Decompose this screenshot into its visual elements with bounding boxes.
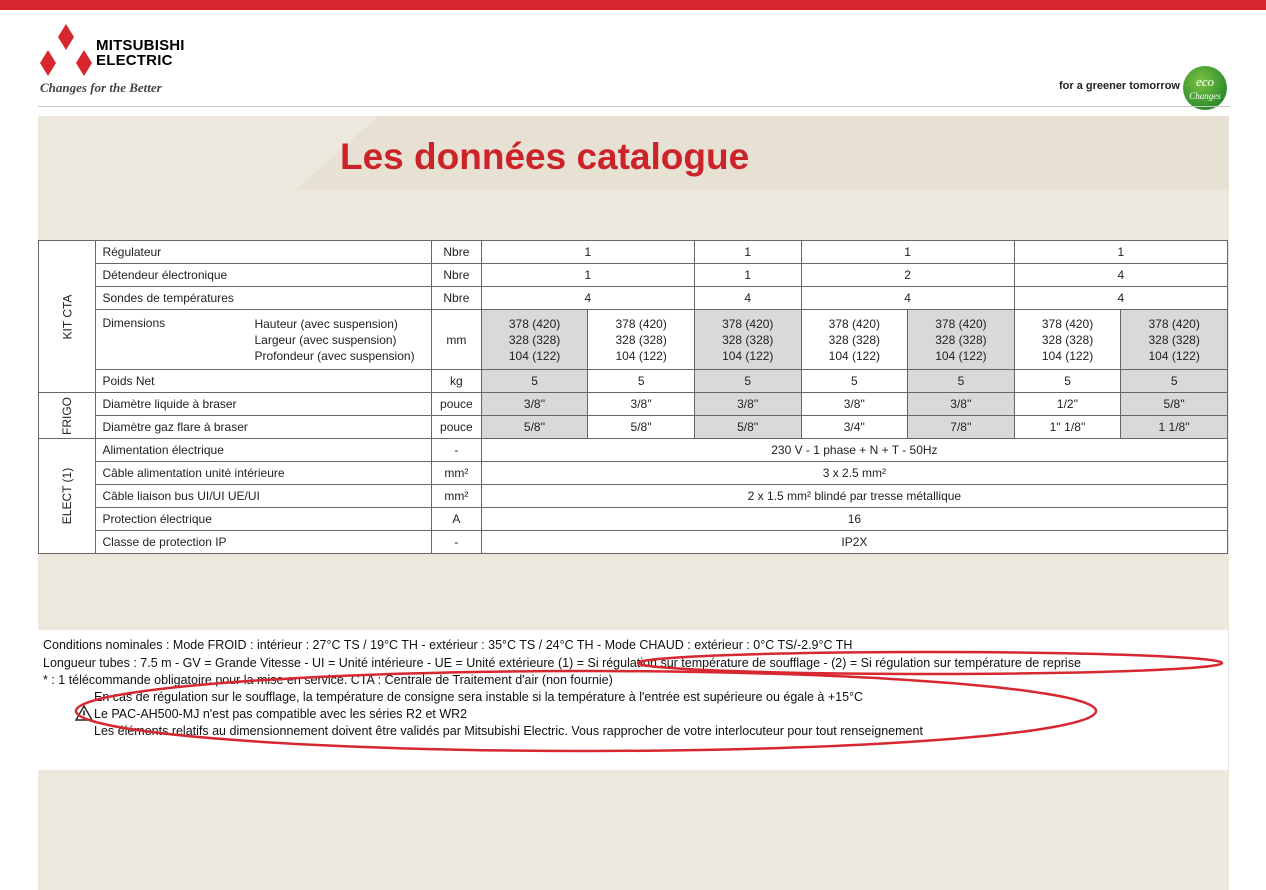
cell-value: 1 bbox=[694, 241, 801, 264]
red-highlight-ovals bbox=[38, 630, 1228, 770]
eco-logo-bottom: Changes bbox=[1189, 91, 1221, 101]
row-unit: Nbre bbox=[431, 287, 481, 310]
top-accent-bar bbox=[0, 0, 1266, 10]
row-label bbox=[96, 310, 432, 370]
cell-value: 4 bbox=[1014, 287, 1227, 310]
cell-value: 2 x 1.5 mm² blindé par tresse métallique bbox=[481, 485, 1227, 508]
row-unit: mm bbox=[431, 310, 481, 370]
note-compatibility: Le PAC-AH500-MJ n'est pas compatible avec les séries R2 et WR2 bbox=[94, 707, 468, 721]
note-soufflage: En cas de régulation sur le soufflage, la température de consigne sera instable si la température à l'entrée est supérieure ou égale à +15°C bbox=[94, 690, 864, 704]
cell-value: 378 (420) 328 (328) 104 (122) bbox=[1014, 310, 1121, 370]
note-conditions: Conditions nominales : Mode FROID : intérieur : 27°C TS / 19°C TH - extérieur : 35°C TS / 24°C TH - Mode CHAUD : extérieur : 0°C TS/-2.9°C TH bbox=[43, 638, 853, 652]
cell-value: 5 bbox=[481, 370, 588, 393]
row-label: Poids Net bbox=[96, 370, 432, 393]
row-label: Détendeur électronique bbox=[96, 264, 432, 287]
eco-logo-top: eco bbox=[1195, 74, 1215, 89]
brand-line-2: ELECTRIC bbox=[96, 52, 173, 69]
cell-value: 3/8'' bbox=[481, 393, 588, 416]
table-row-detendeur bbox=[39, 264, 1228, 287]
note-validation: Les éléments relatifs au dimensionnement doivent être validés par Mitsubishi Electric. Vous rapprocher de votre interlocuteur pour tout renseignement bbox=[94, 724, 923, 738]
dim-sub-hauteur: Hauteur (avec suspension) bbox=[254, 316, 398, 331]
cell-value: 378 (420) 328 (328) 104 (122) bbox=[908, 310, 1015, 370]
table-row-alimentation bbox=[39, 439, 1228, 462]
note-remote: * : 1 télécommande obligatoire pour la mise en service. CTA : Centrale de Traitement d'air (non fournie) bbox=[43, 673, 613, 687]
row-label: Protection électrique bbox=[96, 508, 432, 531]
brand-tagline: Changes for the Better bbox=[40, 80, 162, 95]
table-row-protection bbox=[39, 508, 1228, 531]
dimensions-label: Dimensions bbox=[102, 315, 166, 330]
eco-changes-icon bbox=[1183, 66, 1227, 110]
cell-value: 3/4'' bbox=[801, 416, 908, 439]
cell-value: 378 (420) 328 (328) 104 (122) bbox=[481, 310, 588, 370]
cell-value: 5/8'' bbox=[1121, 393, 1228, 416]
cell-value: 4 bbox=[694, 287, 801, 310]
cell-value: 1'' 1/8'' bbox=[1014, 416, 1121, 439]
cell-value: 16 bbox=[481, 508, 1227, 531]
cell-value: 378 (420) 328 (328) 104 (122) bbox=[588, 310, 695, 370]
row-label: Câble alimentation unité intérieure bbox=[96, 462, 432, 485]
title-tab bbox=[38, 116, 1229, 190]
table-row-sondes bbox=[39, 287, 1228, 310]
cell-value: 3 x 2.5 mm² bbox=[481, 462, 1227, 485]
brand-line-1: MITSUBISHI bbox=[96, 37, 185, 54]
three-diamonds-icon bbox=[38, 24, 94, 76]
cell-value: 378 (420) 328 (328) 104 (122) bbox=[694, 310, 801, 370]
group-elect: ELECT (1) bbox=[39, 439, 96, 554]
specs-table bbox=[38, 240, 1228, 554]
row-label: Sondes de températures bbox=[96, 287, 432, 310]
cell-value: 5 bbox=[1014, 370, 1121, 393]
row-unit: pouce bbox=[431, 416, 481, 439]
row-unit: - bbox=[431, 439, 481, 462]
dim-sub-profondeur: Profondeur (avec suspension) bbox=[254, 348, 415, 363]
row-label: Régulateur bbox=[96, 241, 432, 264]
table-row-liquide bbox=[39, 393, 1228, 416]
cell-value: 4 bbox=[801, 287, 1014, 310]
row-unit: Nbre bbox=[431, 264, 481, 287]
cell-value: 3/8'' bbox=[588, 393, 695, 416]
cell-value: 4 bbox=[481, 287, 694, 310]
cell-value: 5 bbox=[694, 370, 801, 393]
cell-value: 1 bbox=[801, 241, 1014, 264]
row-unit: kg bbox=[431, 370, 481, 393]
footnotes bbox=[38, 630, 1228, 770]
cell-value: 230 V - 1 phase + N + T - 50Hz bbox=[481, 439, 1227, 462]
cell-value: 7/8'' bbox=[908, 416, 1015, 439]
table-row-poids bbox=[39, 370, 1228, 393]
cell-value: 2 bbox=[801, 264, 1014, 287]
page-title: Les données catalogue bbox=[340, 136, 750, 177]
row-label: Diamètre liquide à braser bbox=[96, 393, 432, 416]
row-label: Alimentation électrique bbox=[96, 439, 432, 462]
cell-value: 1 bbox=[481, 264, 694, 287]
cell-value: 5/8'' bbox=[588, 416, 695, 439]
cell-value: 5/8'' bbox=[481, 416, 588, 439]
greener-slogan: for a greener tomorrow bbox=[1058, 80, 1180, 92]
cell-value: 5 bbox=[588, 370, 695, 393]
cell-value: 1/2'' bbox=[1014, 393, 1121, 416]
table-row-cable-alim bbox=[39, 462, 1228, 485]
cell-value: 1 bbox=[481, 241, 694, 264]
group-frigo: FRIGO bbox=[39, 393, 96, 439]
cell-value: IP2X bbox=[481, 531, 1227, 554]
dim-sub-largeur: Largeur (avec suspension) bbox=[254, 332, 397, 347]
table-row-dimensions bbox=[39, 310, 1228, 370]
header-divider bbox=[38, 106, 1230, 107]
cell-value: 1 1/8'' bbox=[1121, 416, 1228, 439]
row-unit: pouce bbox=[431, 393, 481, 416]
cell-value: 5/8'' bbox=[694, 416, 801, 439]
cell-value: 1 bbox=[1014, 241, 1227, 264]
row-label: Câble liaison bus UI/UI UE/UI bbox=[96, 485, 432, 508]
table-row-gaz bbox=[39, 416, 1228, 439]
row-label: Classe de protection IP bbox=[96, 531, 432, 554]
cell-value: 5 bbox=[1121, 370, 1228, 393]
note-lengths: Longueur tubes : 7.5 m - GV = Grande Vitesse - UI = Unité intérieure - UE = Unité extérieure (1) = Si régulation sur température de soufflage - (2) = Si régulation sur température de reprise bbox=[43, 656, 1081, 670]
row-unit: mm² bbox=[431, 462, 481, 485]
row-unit: mm² bbox=[431, 485, 481, 508]
row-unit: A bbox=[431, 508, 481, 531]
row-unit: - bbox=[431, 531, 481, 554]
row-label: Diamètre gaz flare à braser bbox=[96, 416, 432, 439]
cell-value: 4 bbox=[1014, 264, 1227, 287]
cell-value: 5 bbox=[801, 370, 908, 393]
cell-value: 3/8'' bbox=[801, 393, 908, 416]
cell-value: 378 (420) 328 (328) 104 (122) bbox=[1121, 310, 1228, 370]
table-row-regulateur bbox=[39, 241, 1228, 264]
cell-value: 5 bbox=[908, 370, 1015, 393]
table-row-cable-bus bbox=[39, 485, 1228, 508]
group-kit-cta: KIT CTA bbox=[39, 241, 96, 393]
table-row-classe-ip bbox=[39, 531, 1228, 554]
cell-value: 3/8'' bbox=[694, 393, 801, 416]
cell-value: 378 (420) 328 (328) 104 (122) bbox=[801, 310, 908, 370]
row-unit: Nbre bbox=[431, 241, 481, 264]
mitsubishi-logo bbox=[38, 24, 218, 94]
cell-value: 1 bbox=[694, 264, 801, 287]
cell-value: 3/8'' bbox=[908, 393, 1015, 416]
